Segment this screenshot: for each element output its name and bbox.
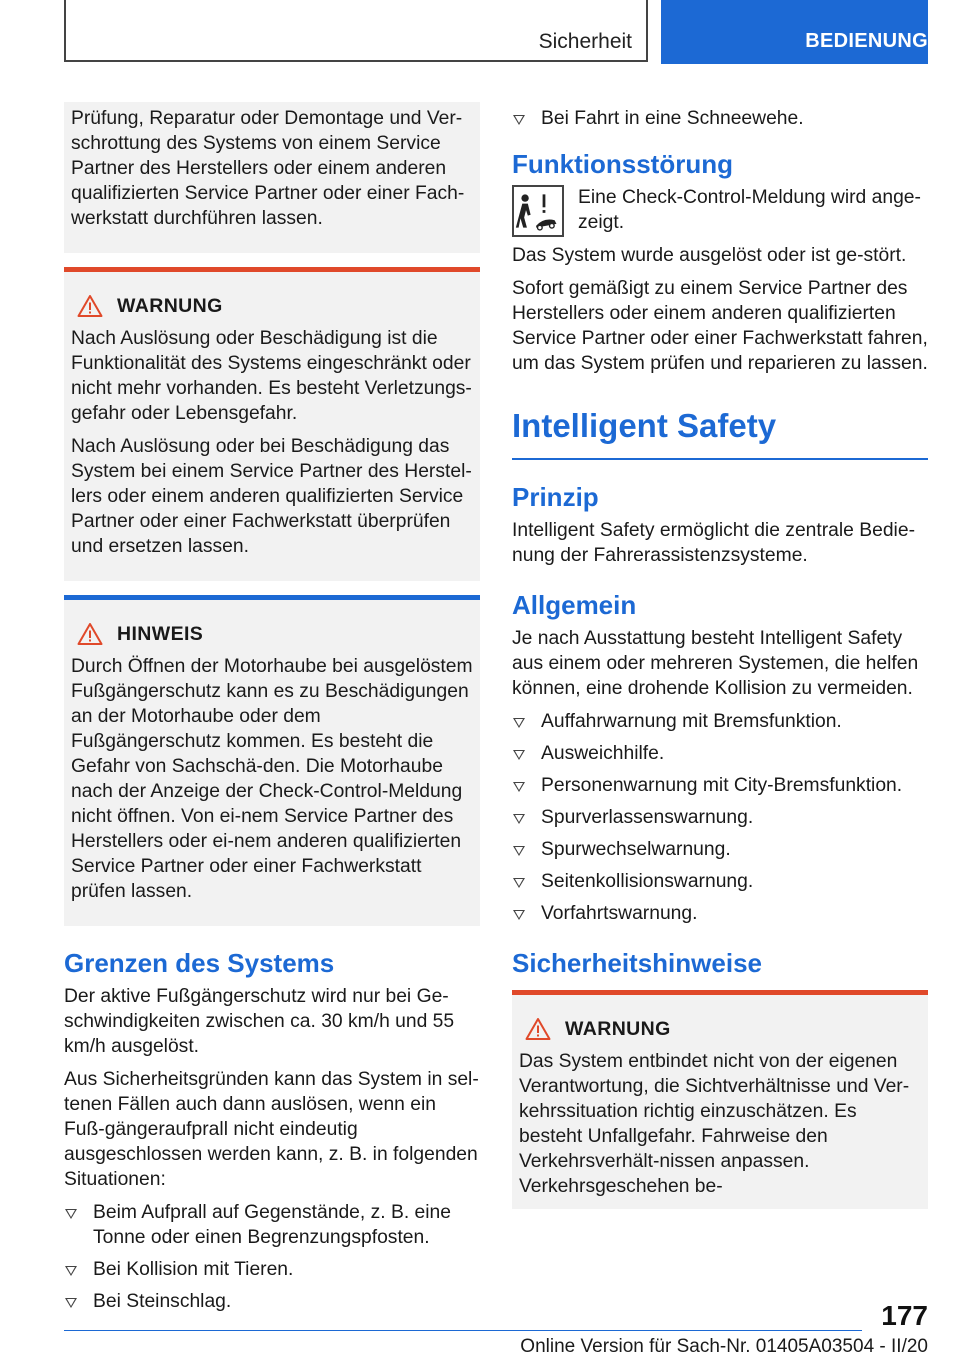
fault-text-1: Eine Check-Control-Meldung wird ange-zeigt. [578,187,921,233]
fault-text-3: Sofort gemäßigt zu einem Service Partner des Herstellers oder einem anderen qualifizierten Service Partner oder einer Fachwerkstatt fahren, um das System prüfen und reparieren zu lassen. [512,278,928,374]
list-item: Vorfahrtswarnung. [512,901,928,926]
list-item: Auffahrwarnung mit Bremsfunktion. [512,709,928,734]
left-column [64,102,480,1322]
safety-warning-text: Das System entbindet nicht von der eigenen Verantwortung, die Sichtverhältnisse und Ver-kehrssituation richtig einzuschätzen. Es besteht Unfallgefahr. Fahrweise den Verkehrsverhält-nissen anpassen. Verkehrsgeschehen be- [519,1051,910,1197]
bullet-icon [513,846,525,856]
note-header [71,620,473,648]
footer-text: Online Version für Sach-Nr. 01405A03504 - II/20 [520,1336,928,1357]
bullet-icon [513,718,525,728]
list-item: Spurverlassenswarnung. [512,805,928,830]
list-item: Seitenkollisionswarnung. [512,869,928,894]
warning-triangle-icon [77,294,103,318]
bullet-icon [513,115,525,125]
warning-text-2: Nach Auslösung oder bei Beschädigung das System bei einem Service Partner des Herstel-lers oder einem anderen qualifizierten Service Partner oder einer Fachwerkstatt überprüfen und ersetzen lassen. [71,436,472,557]
pedestrian-protection-warning-icon [512,185,564,237]
heading-principle: Prinzip [512,482,599,512]
page-header [64,0,928,64]
footer-divider [64,1330,862,1331]
page-number: 177 [881,1300,928,1331]
warning-text-1: Nach Auslösung oder Beschädigung ist die Funktionalität des Systems eingeschränkt oder nicht mehr vorhanden. Es besteht Verletzungs-gefahr oder Lebensgefahr. [71,328,472,424]
box-text: Prüfung, Reparatur oder Demontage und Ver-schrottung des Systems von einem Service Partner des Herstellers oder einem anderen qualifizierten Service Partner oder einer Fach-werkstatt durchführen lassen. [71,108,465,229]
fault-block [512,185,928,376]
bullet-icon [513,814,525,824]
right-column [512,102,928,1223]
heading-general: Allgemein [512,590,637,620]
chapter-label: BEDIENUNG [805,30,928,52]
bullet-icon [513,782,525,792]
list-item: Personenwarnung mit City-Bremsfunktion. [512,773,928,798]
warning-title: WARNUNG [117,294,223,317]
safety-warning-header [519,1015,921,1043]
heading-limits: Grenzen des Systems [64,948,335,978]
fault-text-2: Das System wurde ausgelöst oder ist ge-stört. [512,245,907,266]
warning-box [64,267,480,581]
bullet-icon [65,1298,77,1308]
bullet-icon [513,878,525,888]
general-list [512,709,928,926]
info-box-continued [64,102,480,253]
chapter-tab [661,0,928,64]
bullet-icon [513,910,525,920]
warning-triangle-icon [525,1017,551,1041]
note-text: Durch Öffnen der Motorhaube bei ausgelöstem Fußgängerschutz kann es zu Beschädigungen an der Motorhaube oder dem Fußgängerschutz kommen. Es besteht die Gefahr von Sachschä-den. Die Motorhaube nach der Anzeige der Check-Control-Meldung nicht öffnen. Von ei-nem Service Partner des Herstellers oder ei-nem anderen qualifizierten Service Partner oder einer Fachwerkstatt prüfen lassen. [71,656,473,902]
principle-text: Intelligent Safety ermöglicht die zentrale Bedie-nung der Fahrerassistenzsysteme. [512,520,915,566]
list-item: Bei Kollision mit Tieren. [64,1257,480,1282]
limits-list [64,1200,480,1314]
note-title: HINWEIS [117,622,204,645]
limits-text-2: Aus Sicherheitsgründen kann das System in sel-tenen Fällen auch dann auslösen, wenn ein Fuß-gängeraufprall nicht eindeutig ausgeschlossen werden kann, z. B. in folgenden Situationen: [64,1069,479,1190]
safety-warning-title: WARNUNG [565,1017,671,1040]
section-tab [64,0,648,62]
list-item: Bei Steinschlag. [64,1289,480,1314]
section-label: Sicherheit [538,30,632,53]
bullet-icon [513,750,525,760]
notice-triangle-icon [77,622,103,646]
general-text: Je nach Ausstattung besteht Intelligent Safety aus einem oder mehreren Systemen, die helfen können, eine drohende Kollision zu vermeiden. [512,628,919,699]
list-item: Beim Aufprall auf Gegenstände, z. B. eine Tonne oder einen Begrenzungspfosten. [64,1200,480,1250]
continued-list [512,106,928,131]
bullet-icon [65,1266,77,1276]
note-box [64,595,480,926]
limits-text-1: Der aktive Fußgängerschutz wird nur bei Ge-schwindigkeiten zwischen ca. 30 km/h und 55 km/h ausgelöst. [64,986,455,1057]
section-title: Intelligent Safety [512,406,928,460]
heading-fault: Funktionsstörung [512,149,733,179]
safety-warning-box [512,990,928,1209]
bullet-icon [65,1209,77,1219]
list-item: Bei Fahrt in eine Schneewehe. [512,106,928,131]
warning-header [71,292,473,320]
list-item: Spurwechselwarnung. [512,837,928,862]
list-item: Ausweichhilfe. [512,741,928,766]
heading-safety: Sicherheitshinweise [512,948,762,978]
